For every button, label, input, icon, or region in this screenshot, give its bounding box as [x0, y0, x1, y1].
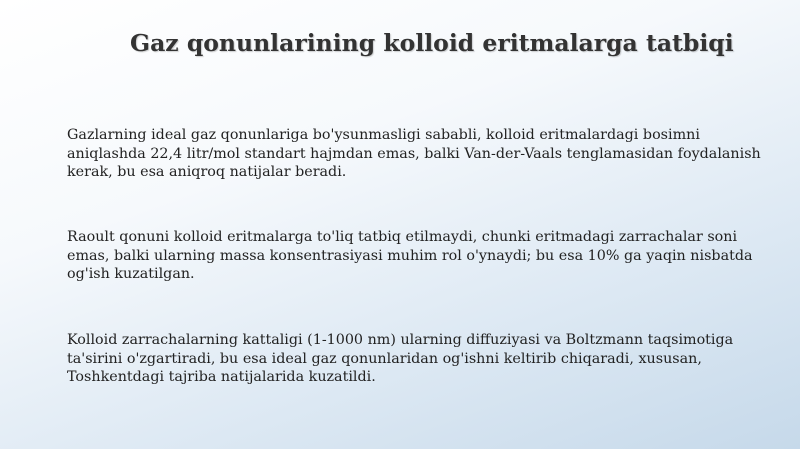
slide-title: Gaz qonunlarining kolloid eritmalarga tatbiqi	[130, 29, 734, 57]
paragraph-van-der-vaals: Gazlarning ideal gaz qonunlariga bo'ysunmasligi sababli, kolloid eritmalardagi bosimni aniqlashda 22,4 litr/mol standart hajmdan emas, balki Van-der-Vaals tenglamasidan foydalanish kerak, bu esa aniqroq natijalar beradi.	[67, 127, 761, 181]
paragraph-raoult-law: Raoult qonuni kolloid eritmalarga to'liq tatbiq etilmaydi, chunki eritmadagi zarrachalar soni emas, balki ularning massa konsentrasiyasi muhim rol o'ynaydi; bu esa 10% ga yaqin nisbatda og'ish kuzatilgan.	[67, 229, 753, 283]
paragraph-boltzmann: Kolloid zarrachalarning kattaligi (1-1000 nm) ularning diffuziyasi va Boltzmann taqsimotiga ta'sirini o'zgartiradi, bu esa ideal gaz qonunlaridan og'ishni keltirib chiqaradi, xususan, Toshkentdagi tajriba natijalarida kuzatildi.	[67, 332, 734, 386]
